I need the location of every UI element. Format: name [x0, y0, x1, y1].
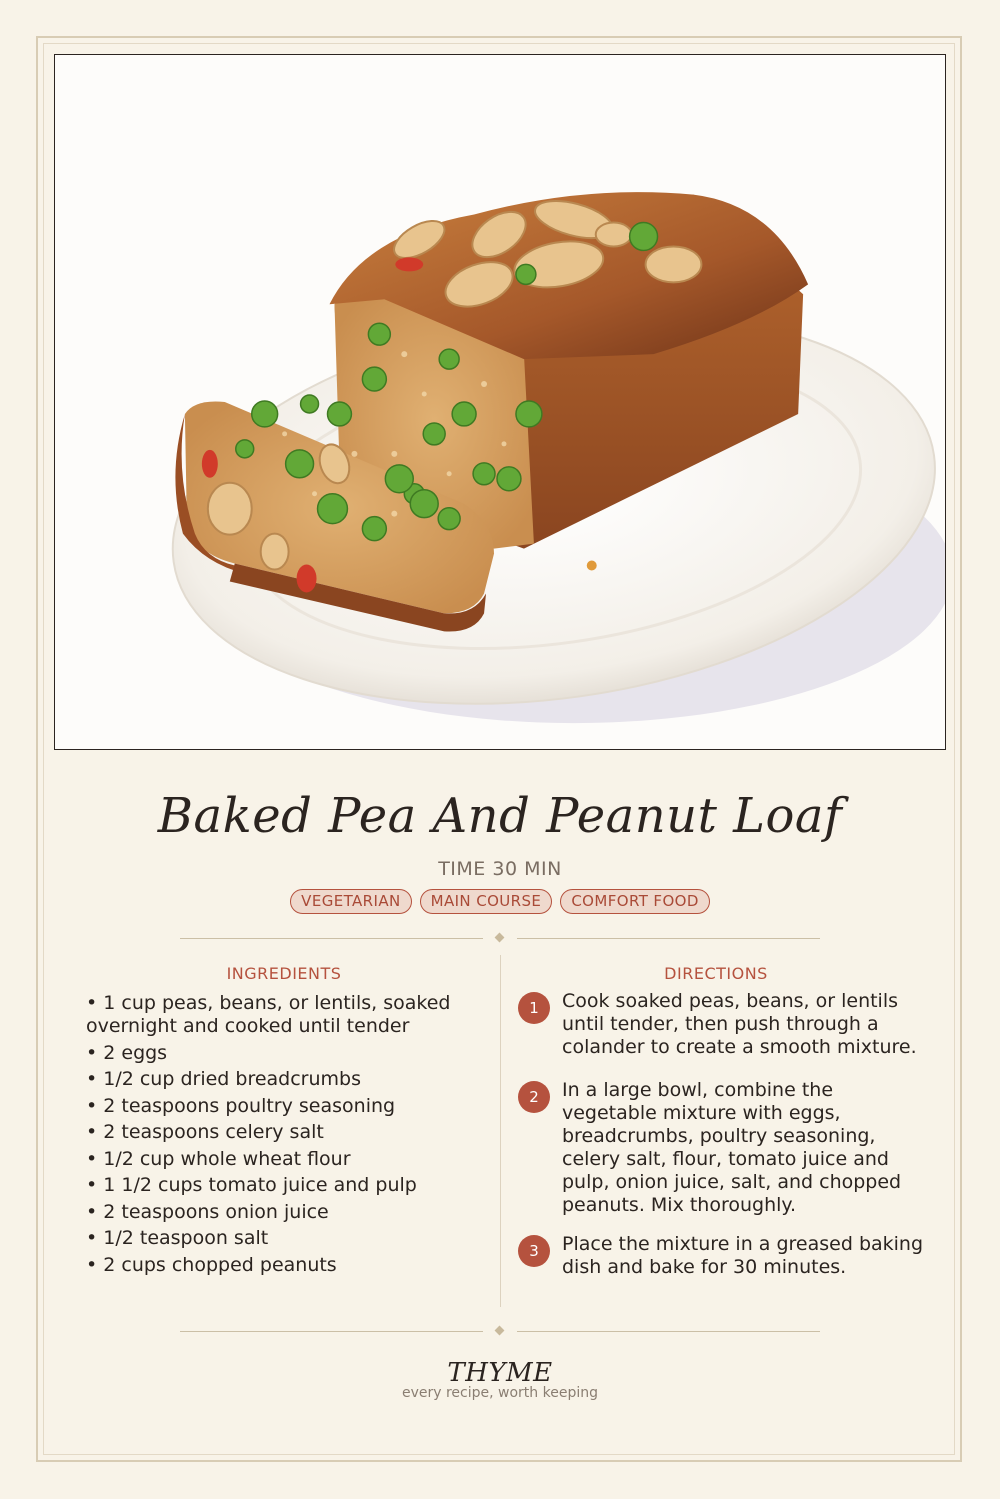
ingredients-heading: INGREDIENTS [226, 964, 342, 983]
ingredient-item: • 2 eggs [86, 1041, 168, 1064]
ingredient-item: • 2 teaspoons onion juice [86, 1200, 329, 1223]
ingredient-item: • 1/2 cup whole wheat flour [86, 1147, 351, 1170]
cook-time: TIME 30 MIN [438, 858, 562, 880]
top-divider [180, 932, 820, 944]
brand-logo: THYME [447, 1358, 553, 1388]
ingredient-item: • 2 teaspoons celery salt [86, 1121, 324, 1143]
direction-step [516, 990, 926, 1059]
step-text: Place the mixture in a greased baking dish and bake for 30 minutes. [562, 1233, 924, 1278]
step-number-badge: 2 [518, 1081, 550, 1113]
bottom-divider [180, 1325, 820, 1337]
ingredient-item: • 2 teaspoons poultry seasoning [86, 1094, 396, 1117]
ingredient-item: • 1/2 cup dried breadcrumbs [86, 1068, 362, 1090]
tag-comfort-food: COMFORT FOOD [560, 889, 710, 914]
ingredient-item: • 1 cup peas, beans, or lentils, soaked overnight and cooked until tender [86, 992, 451, 1037]
tag-vegetarian: VEGETARIAN [290, 889, 411, 914]
ingredient-item: • 1 1/2 cups tomato juice and pulp [86, 1174, 417, 1196]
tag-main-course: MAIN COURSE [420, 889, 553, 914]
directions-list [516, 990, 926, 1279]
ingredient-item: • 2 cups chopped peanuts [86, 1253, 337, 1276]
direction-step [516, 1079, 926, 1217]
direction-step [516, 1233, 926, 1279]
ingredient-item: • 1/2 teaspoon salt [86, 1227, 269, 1249]
recipe-illustration [54, 54, 946, 750]
step-text: In a large bowl, combine the vegetable mixture with eggs, breadcrumbs, poultry seasoning, celery salt, flour, tomato juice and pulp, onion juice, salt, and chopped peanuts. Mix thoroughly. [562, 1079, 902, 1216]
tag-list [60, 889, 940, 914]
recipe-title: Baked Pea And Peanut Loaf [157, 788, 843, 844]
diamond-icon [495, 1326, 505, 1336]
step-number-badge: 1 [518, 992, 550, 1024]
brand-tagline: every recipe, worth keeping [401, 1385, 598, 1401]
directions-heading: DIRECTIONS [664, 964, 768, 983]
step-number-badge: 3 [518, 1235, 550, 1267]
loaf-illustration-icon [55, 55, 945, 749]
diamond-icon [495, 933, 505, 943]
ingredients-list [86, 992, 486, 1280]
step-text: Cook soaked peas, beans, or lentils until tender, then push through a colander to create a smooth mixture. [562, 990, 917, 1058]
column-separator [500, 955, 501, 1307]
